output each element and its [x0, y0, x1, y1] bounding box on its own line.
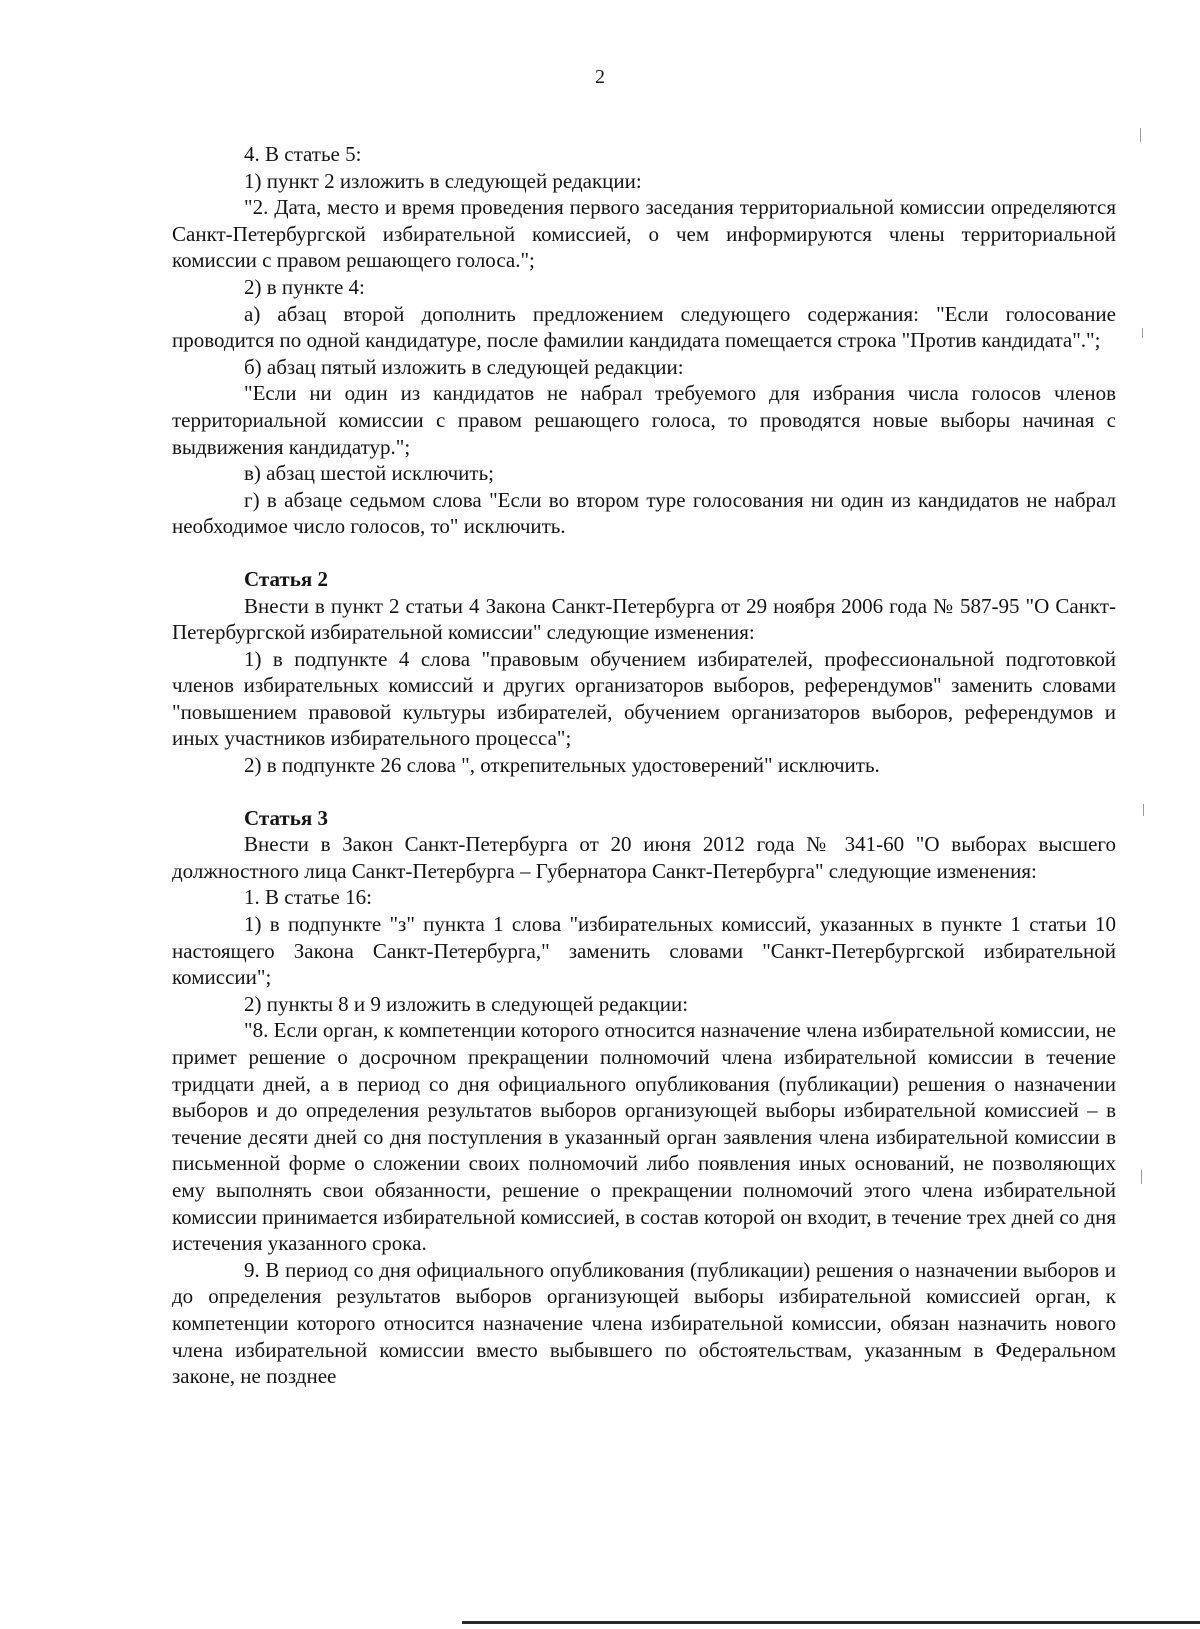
paragraph: "8. Если орган, к компетенции которого относится назначение члена избирательной комиссии, не примет решение о досрочном прекращении полномочий члена избирательной комиссии в течение тридцати дней, а в период со дня официального опубликования (публикации) решения о назначении выборов и до определения результатов выборов организующей выборы избирательной комиссией – в течение десяти дней со дня поступления в указанный орган заявления члена избирательной комиссии в письменной форме о сложении своих полномочий либо появления иных оснований, не позволяющих ему выполнять свои обязанности, решение о прекращении полномочий этого члена избирательной комиссии принимается избирательной комиссией, в состав которой он входит, в течение трех дней со дня истечения указанного срока.	[172, 1018, 1116, 1256]
paragraph: 4. В статье 5:	[244, 142, 362, 166]
paragraph: а) абзац второй дополнить предложением следующего содержания: "Если голосование проводится по одной кандидатуре, после фамилии кандидата помещается строка "Против кандидата".";	[172, 301, 1116, 353]
document-body	[172, 141, 1116, 1390]
paragraph: 1. В статье 16:	[244, 885, 372, 910]
scan-edge-mark	[1143, 804, 1144, 816]
scan-edge-mark	[1140, 128, 1141, 142]
paragraph: "Если ни один из кандидатов не набрал требуемого для избрания числа голосов членов территориальной комиссии с правом решающего голоса, то проводятся новые выборы начиная с выдвижения кандидатур.";	[172, 381, 1116, 459]
scan-edge-mark	[1141, 1170, 1142, 1184]
paragraph: Внести в Закон Санкт-Петербурга от 20 июня 2012 года № 341-60 "О выборах высшего должностного лица Санкт-Петербурга – Губернатора Санкт-Петербурга" следующие изменения:	[172, 832, 1116, 883]
paragraph: б) абзац пятый изложить в следующей редакции:	[244, 354, 684, 379]
paragraph: 9. В период со дня официального опубликования (публикации) решения о назначении выборов и до определения результатов выборов организующей выборы избирательной комиссией орган, к компетенции которого относится назначение члена избирательной комиссии, обязан назначить нового члена избирательной комиссии вместо выбывшего по обстоятельствам, указанным в Федеральном законе, не позднее	[172, 1257, 1116, 1389]
page-number: 2	[595, 66, 605, 88]
paragraph: в) абзац шестой исключить;	[244, 461, 495, 486]
paragraph: 2) в пункте 4:	[244, 274, 365, 299]
paragraph: Внести в пункт 2 статьи 4 Закона Санкт-Петербурга от 29 ноября 2006 года № 587-95 "О Санкт-Петербургской избирательной комиссии" следующие изменения:	[172, 593, 1116, 645]
paragraph: 1) пункт 2 изложить в следующей редакции:	[244, 168, 642, 193]
paragraph: "2. Дата, место и время проведения первого заседания территориальной комиссии определяются Санкт-Петербургской избирательной комиссией, о чем информируются члены территориальной комиссии с правом решающего голоса.";	[172, 195, 1116, 273]
bottom-scan-border	[462, 1621, 1200, 1624]
scan-edge-mark	[1142, 328, 1143, 338]
article-heading: Статья 3	[244, 805, 328, 830]
paragraph: г) в абзаце седьмом слова "Если во втором туре голосования ни один из кандидатов не набрал необходимое число голосов, то" исключить.	[172, 487, 1116, 539]
paragraph: 1) в подпункте 4 слова "правовым обучением избирателей, профессиональной подготовкой членов избирательных комиссий и других организаторов выборов, референдумов" заменить словами "повышением правовой культуры избирателей, обучением организаторов выборов, референдумов и иных участников избирательного процесса";	[172, 646, 1116, 751]
article-heading: Статья 2	[244, 566, 328, 591]
paragraph: 2) в подпункте 26 слова ", открепительных удостоверений" исключить.	[244, 753, 880, 778]
paragraph: 1) в подпункте "з" пункта 1 слова "избирательных комиссий, указанных в пункте 1 статьи 10 настоящего Закона Санкт-Петербурга," заменить словами "Санкт-Петербургской избирательной комиссии";	[172, 912, 1116, 990]
paragraph: 2) пункты 8 и 9 изложить в следующей редакции:	[244, 991, 689, 1016]
